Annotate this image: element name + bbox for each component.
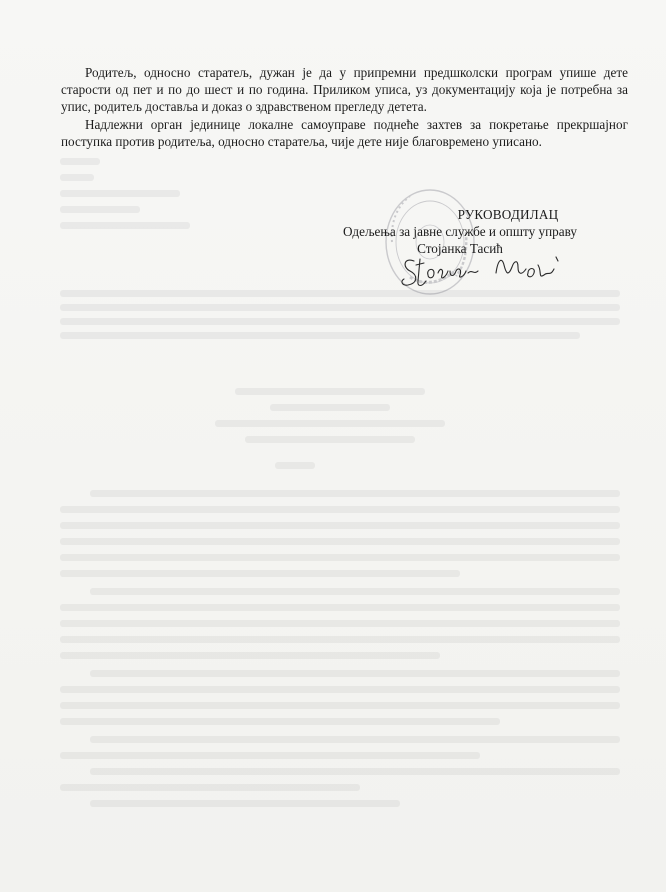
handwritten-signature xyxy=(398,247,578,297)
signatory-name: Стојанка Тасић xyxy=(417,241,503,256)
paragraph-misdemeanor-proceedings: Надлежни орган јединице локалне самоуправе поднеће захтев за покретање прекршајног поступка против родитеља, односно старатеља, чије дете није благовремено уписано. xyxy=(61,116,628,149)
paragraph-enrollment-obligation: Родитељ, односно старатељ, дужан је да у припремни предшколски програм упише дете старости од пет и по до шест и по година. Приликом уписа, уз документацију која је потребна за упис, родитељ доставља и доказ о здравственом прегледу детета. xyxy=(61,65,628,115)
document-body xyxy=(61,64,628,150)
signatory-role: РУКОВОДИЛАЦ xyxy=(457,207,559,222)
signatory-department: Одељења за јавне службе и општу управу xyxy=(343,224,577,239)
